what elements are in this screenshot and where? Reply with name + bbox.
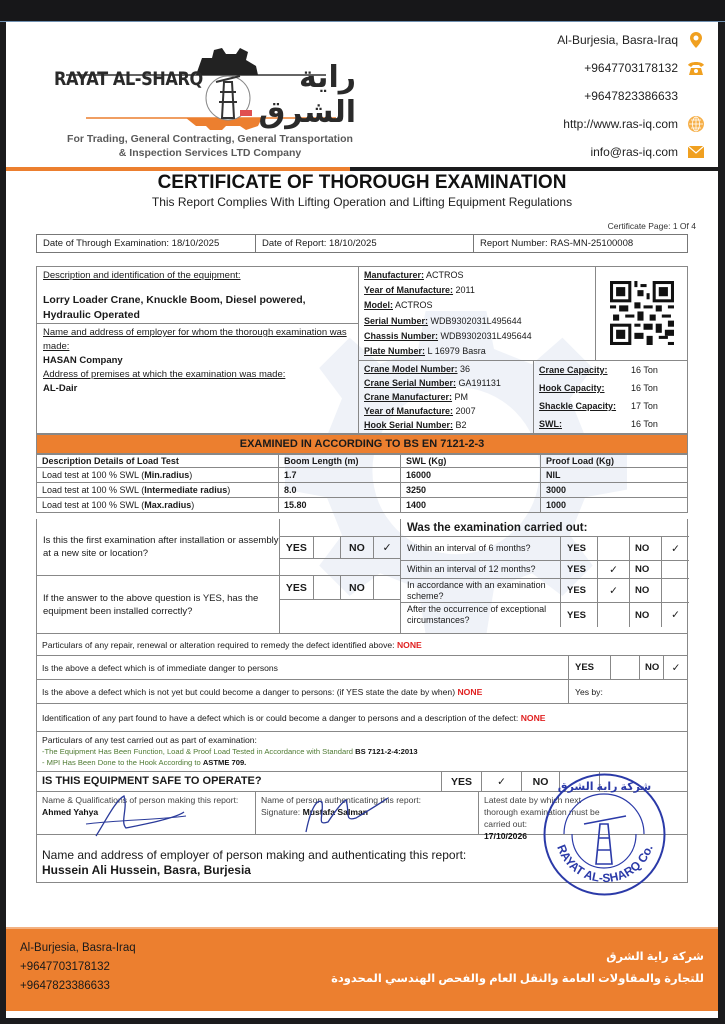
window-top-bar xyxy=(0,0,725,22)
question-installed-correctly: If the answer to the above question is YES, has the equipment been installed correctly? xyxy=(43,593,259,617)
crane-serial: Crane Serial Number: GA191131 xyxy=(364,378,501,388)
carried-row-scheme: In accordance with an examination scheme? YES ✓ NO xyxy=(401,579,689,603)
header-contacts xyxy=(404,26,704,166)
report-maker: Name & Qualifications of person making this report: Ahmed Yahya xyxy=(37,792,256,834)
employer-name: HASAN Company xyxy=(43,355,123,366)
footer-arabic-name: شركة راية الشرق xyxy=(606,951,704,963)
next-exam-date: Latest date by which next thorough examination must be carried out: 17/10/2026 xyxy=(484,795,600,841)
no-checkbox[interactable]: ✓ xyxy=(671,542,680,555)
swl-capacity: SWL: 16 Ton xyxy=(539,419,658,429)
footer-address: Al-Burjesia, Basra-Iraq xyxy=(20,942,136,954)
company-stamp-icon xyxy=(542,772,667,897)
stamp-arabic-text: شركة راية الشرق xyxy=(557,781,652,793)
contact-phone-1: +9647703178132 xyxy=(404,54,704,82)
q2-yes-checkbox[interactable] xyxy=(314,576,341,599)
envelope-icon xyxy=(688,144,704,160)
q2-no-checkbox[interactable] xyxy=(374,576,401,599)
yes-checkbox[interactable]: ✓ xyxy=(598,561,630,578)
hook-serial: Hook Serial Number: B2 xyxy=(364,420,467,430)
spec-plate: Plate Number: L 16979 Basra xyxy=(364,346,486,357)
spec-chassis: Chassis Number: WDB9302031L495644 xyxy=(364,330,532,341)
no-checkbox[interactable] xyxy=(662,561,689,578)
crane-specs xyxy=(364,362,532,432)
shackle-capacity: Shackle Capacity: 17 Ton xyxy=(539,401,658,411)
defect-identification: Identification of any part found to have a defect which is or could become a danger to persons and a description of the defect: NONE xyxy=(36,704,688,732)
report-date: Date of Report: 18/10/2025 xyxy=(256,235,474,252)
crane-model: Crane Model Number: 36 xyxy=(364,364,471,374)
contact-address: Al-Burjesia, Basra-Iraq xyxy=(404,26,704,54)
qr-code-icon[interactable] xyxy=(610,281,674,345)
exam-date: Date of Through Examination: 18/10/2025 xyxy=(37,235,256,252)
stamp-latin-text: RAYAT AL-SHARQ Co. xyxy=(554,842,656,886)
yes-checkbox[interactable] xyxy=(598,537,630,560)
contact-phone-2: +9647823386633 xyxy=(584,89,678,103)
no-checkbox[interactable]: ✓ xyxy=(671,609,680,621)
capacities xyxy=(533,361,687,433)
header-divider xyxy=(6,167,718,171)
q1-yes-checkbox[interactable] xyxy=(314,537,341,558)
report-number: Report Number: RAS-MN-25100008 xyxy=(480,238,634,249)
employer-label: Name and address of employer for whom the thorough examination was made: xyxy=(43,327,347,352)
company-tagline: For Trading, General Contracting, General Transportation & Inspection Services LTD Company xyxy=(67,133,353,159)
q1-no-checkbox[interactable]: ✓ xyxy=(374,537,401,558)
certificate-title: CERTIFICATE OF THOROUGH EXAMINATION xyxy=(157,172,567,193)
q1-yes-no: YES NO ✓ xyxy=(279,537,401,559)
footer-phone-2[interactable]: +9647823386633 xyxy=(20,980,110,992)
load-test-table xyxy=(36,454,688,513)
spec-model: Model: ACTROS xyxy=(364,300,433,311)
telephone-icon xyxy=(688,60,704,76)
report-authenticator: Name of person authenticating this report: Signature: Mustafa Salman xyxy=(256,792,479,834)
repair-particulars: Particulars of any repair, renewal or alteration required to remedy the defect identified above: NONE xyxy=(36,634,688,656)
company-logo xyxy=(26,30,356,160)
yes-checkbox[interactable] xyxy=(598,603,630,627)
no-checkbox[interactable]: ✓ xyxy=(663,656,688,679)
safe-to-operate-row: IS THIS EQUIPMENT SAFE TO OPERATE? YES ✓ NO xyxy=(36,772,688,792)
spec-year: Year of Manufacture: 2011 xyxy=(364,285,475,296)
table-header-row: Description Details of Load Test Boom Length (m) SWL (Kg) Proof Load (Kg) xyxy=(37,455,688,468)
carried-row-6-months: Within an interval of 6 months? YES NO ✓ xyxy=(401,537,689,561)
table-row: Load test at 100 % SWL (Intermediate radius) 8.0 3250 3000 xyxy=(37,483,688,498)
crane-manufacturer: Crane Manufacturer: PM xyxy=(364,392,469,402)
equipment-identification xyxy=(36,266,688,434)
load-test-heading: EXAMINED IN ACCORDING TO BS EN 7121-2-3 xyxy=(36,434,688,454)
premises-value: AL-Dair xyxy=(43,383,78,394)
certificate-page-number: Certificate Page: 1 Of 4 xyxy=(607,221,696,231)
vehicle-specs xyxy=(364,268,532,359)
spec-manufacturer: Manufacturer: ACTROS xyxy=(364,270,464,280)
employer-of-person: Name and address of employer of person making and authenticating this report: Hussein Ali Hussein, Basra, Burjesia xyxy=(36,835,688,883)
location-pin-icon xyxy=(688,32,704,48)
question-first-exam: Is this the first examination after installation or assembly at a new site or location? xyxy=(37,519,279,576)
test-particulars: Particulars of any test carried out as part of examination: -The Equipment Has Been Function, Load & Proof Load Tested in Accordance with Standard BS 7121-2-4:2013 - MPI Has Been Done to the Hook According to ASTME 709. xyxy=(36,732,688,772)
safe-yes-checkbox[interactable]: ✓ xyxy=(481,772,521,791)
logo-arabic-name: راية الشرق xyxy=(258,61,356,129)
equipment-description: Lorry Loader Crane, Knuckle Boom, Diesel powered, Hydraulic Operated xyxy=(43,294,306,321)
spec-serial: Serial Number: WDB9302031L495644 xyxy=(364,315,522,326)
dates-row xyxy=(36,234,688,253)
yes-checkbox[interactable]: ✓ xyxy=(598,579,630,602)
table-row: Load test at 100 % SWL (Min.radius) 1.7 16000 NIL xyxy=(37,468,688,483)
table-row: Load test at 100 % SWL (Max.radius) 15.80 1400 1000 xyxy=(37,498,688,513)
crane-year: Year of Manufacture: 2007 xyxy=(364,406,476,416)
hook-capacity: Hook Capacity: 16 Ton xyxy=(539,383,658,393)
contact-email: info@ras-iq.com xyxy=(404,138,704,166)
equipment-desc-label: Description and identification of the equipment: xyxy=(43,270,241,281)
crane-capacity: Crane Capacity: 16 Ton xyxy=(539,365,658,375)
certificate-page xyxy=(6,22,718,1018)
logo-latin-name: RAYAT AL-SHARQ xyxy=(54,68,203,90)
immediate-danger-row: Is the above a defect which is of immediate danger to persons YES NO ✓ xyxy=(36,656,688,680)
footer-phone-1[interactable]: +9647703178132 xyxy=(20,961,110,973)
carried-heading: Was the examination carried out: xyxy=(401,519,689,537)
examination-questions xyxy=(36,519,688,634)
globe-icon xyxy=(688,116,704,132)
no-checkbox[interactable] xyxy=(662,579,689,602)
premises-label: Address of premises at which the examination was made: xyxy=(43,369,286,380)
contact-website: http://www.ras-iq.com xyxy=(404,110,704,138)
yes-by-field[interactable]: Yes by: xyxy=(568,680,689,703)
q2-yes-no: YES NO xyxy=(279,576,401,600)
page-footer xyxy=(6,927,718,1011)
future-danger-row: Is the above a defect which is not yet but could become a danger to persons: (if YES state the date by when) NONE Yes by: xyxy=(36,680,688,704)
footer-arabic-tagline: للتجارة والمقاولات العامة والنقل العام والفحص الهندسي المحدودة xyxy=(331,973,704,985)
yes-checkbox[interactable] xyxy=(610,656,639,679)
examination-carried-out xyxy=(401,519,689,634)
carried-row-12-months: Within an interval of 12 months? YES ✓ NO xyxy=(401,561,689,579)
certificate-subtitle: This Report Complies With Lifting Operation and Lifting Equipment Regulations xyxy=(151,195,573,209)
carried-row-exceptional: After the occurrence of exceptional circumstances? YES NO ✓ xyxy=(401,603,689,627)
